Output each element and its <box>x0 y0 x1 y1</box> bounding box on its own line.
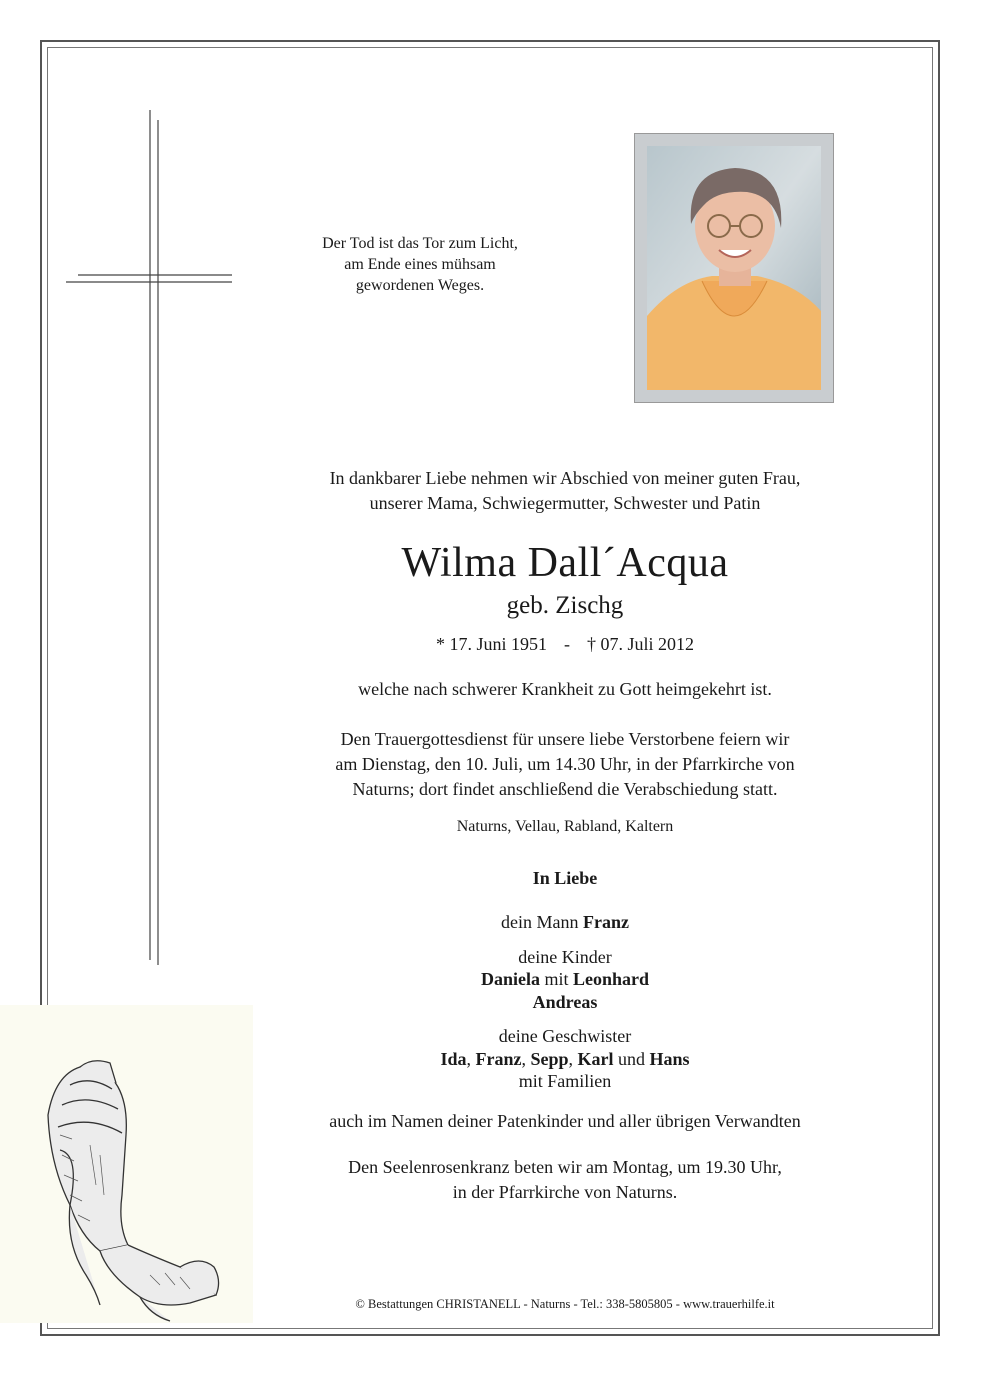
and-word: und <box>618 1048 645 1069</box>
death-date: † 07. Juli 2012 <box>587 634 695 654</box>
sibling-name: Hans <box>649 1048 690 1069</box>
intro-line: In dankbarer Liebe nehmen wir Abschied von meiner guten Frau, <box>329 468 801 488</box>
sibling-name: Sepp <box>530 1048 569 1069</box>
rosary-line: in der Pfarrkirche von Naturns. <box>452 1182 678 1202</box>
rosary-info <box>290 1155 840 1205</box>
with-word: mit <box>544 969 569 989</box>
siblings-line: Ida, Franz, Sepp, Karl und Hans <box>440 1048 690 1069</box>
in-liebe-heading: In Liebe <box>532 868 598 888</box>
husband-prefix: dein Mann <box>501 912 579 932</box>
intro-line: unserer Mama, Schwiegermutter, Schwester und Patin <box>369 493 761 513</box>
quote-line: gewordenen Weges. <box>355 277 485 294</box>
service-line: Naturns; dort findet anschließend die Verabschiedung statt. <box>352 779 778 799</box>
portrait-photo <box>647 146 821 390</box>
rosary-line: Den Seelenrosenkranz beten wir am Montag, um 19.30 Uhr, <box>348 1157 782 1177</box>
death-note: welche nach schwerer Krankheit zu Gott heimgekehrt ist. <box>358 679 772 699</box>
cross-icon <box>60 100 240 970</box>
children-label: deine Kinder <box>518 946 612 967</box>
praying-hands-icon <box>0 1005 253 1323</box>
husband-name: Franz <box>583 912 629 932</box>
child-line <box>290 991 840 1014</box>
siblings-label: deine Geschwister <box>498 1026 632 1046</box>
quote-line: Der Tod ist das Tor zum Licht, <box>322 235 518 252</box>
places-line: Naturns, Vellau, Rabland, Kaltern <box>456 818 674 835</box>
quote-line: am Ende eines mühsam <box>344 256 496 273</box>
husband-line <box>290 911 840 934</box>
memorial-quote <box>300 233 540 296</box>
birth-date: * 17. Juni 1951 <box>435 634 547 654</box>
family-list <box>290 911 840 1093</box>
relatives-line: auch im Namen deiner Patenkinder und aller übrigen Verwandten <box>329 1111 801 1131</box>
maiden-name: geb. Zischg <box>506 592 624 619</box>
service-info <box>290 727 840 802</box>
praying-hands-illustration <box>0 1005 253 1323</box>
child-name: Andreas <box>532 991 598 1012</box>
sibling-name: Ida <box>440 1048 467 1069</box>
life-dates <box>290 631 840 657</box>
families-line: mit Familien <box>518 1071 612 1091</box>
date-separator: - <box>564 634 570 654</box>
partner-name: Leonhard <box>573 969 650 989</box>
child-name: Daniela <box>480 969 540 989</box>
intro-text <box>290 466 840 516</box>
child-line <box>290 968 840 991</box>
service-line: Den Trauergottesdienst für unsere liebe Verstorbene feiern wir <box>340 729 790 749</box>
sibling-name: Franz <box>475 1048 522 1069</box>
sibling-name: Karl <box>577 1048 614 1069</box>
deceased-name: Wilma Dall´Acqua <box>401 540 729 586</box>
portrait-frame <box>634 133 834 403</box>
service-line: am Dienstag, den 10. Juli, um 14.30 Uhr, in der Pfarrkirche von <box>335 754 795 774</box>
footer-credit: © Bestattungen CHRISTANELL - Naturns - Tel.: 338-5805805 - www.trauerhilfe.it <box>355 1297 775 1311</box>
